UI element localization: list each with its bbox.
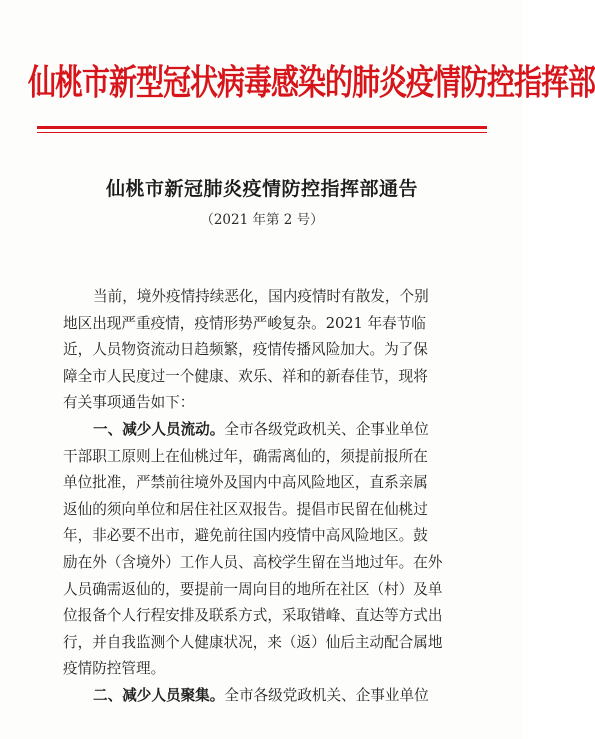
section-1-line: 返仙的须向单位和居住社区双报告。提倡市民留在仙桃过 [63,500,428,518]
masthead-red-rule-thin [37,132,487,133]
section-1-line: 年，非必要不出市，避免前往国内疫情中高风险地区。鼓 [63,527,428,545]
body-line: 有关事项通告如下： [63,394,195,412]
section-1-line: 疫情防控管理。 [63,660,166,678]
section-1-first-line-text: 全市各级党政机关、企事业单位 [224,420,429,438]
notice-title: 仙桃市新冠肺炎疫情防控指挥部通告 [105,178,418,200]
section-1-line: 干部职工原则上在仙桃过年，确需离仙的，须提前报所在 [63,447,428,465]
notice-number: （2021 年第 2 号） [200,212,324,228]
section-2-first-line [63,683,463,710]
section-1-line: 位报备个人行程安排及联系方式，采取错峰、直达等方式出 [63,607,443,625]
section-1-line: 行，并自我监测个人健康状况，来（返）仙后主动配合属地 [63,633,443,651]
section-1-line: 励在外（含境外）工作人员、高校学生留在当地过年。在外 [63,553,443,571]
body-line: 地区出现严重疫情，疫情形势严峻复杂。2021 年春节临 [63,314,426,332]
section-1-heading: 一、减少人员流动。 [93,420,225,438]
masthead-red-rule-thick [37,126,487,129]
body-line: 当前，境外疫情持续恶化，国内疫情时有散发，个别 [93,288,429,305]
section-1-first-line [63,417,463,444]
notice-body [63,284,463,710]
body-line: 障全市人民度过一个健康、欢乐、祥和的新春佳节，现将 [63,367,428,385]
masthead-title: 仙桃市新型冠状病毒感染的肺炎疫情防控指挥部 [28,61,595,103]
section-1-line: 单位批准，严禁前往境外及国内中高风险地区，直系亲属 [63,474,428,492]
body-line: 近，人员物资流动日趋频繁，疫情传播风险加大。为了保 [63,341,428,359]
section-1-line: 人员确需返仙的，要提前一周向目的地所在社区（村）及单 [63,580,443,598]
section-2-heading: 二、减少人员聚集。 [93,686,225,704]
section-2-first-line-text: 全市各级党政机关、企事业单位 [224,686,429,704]
